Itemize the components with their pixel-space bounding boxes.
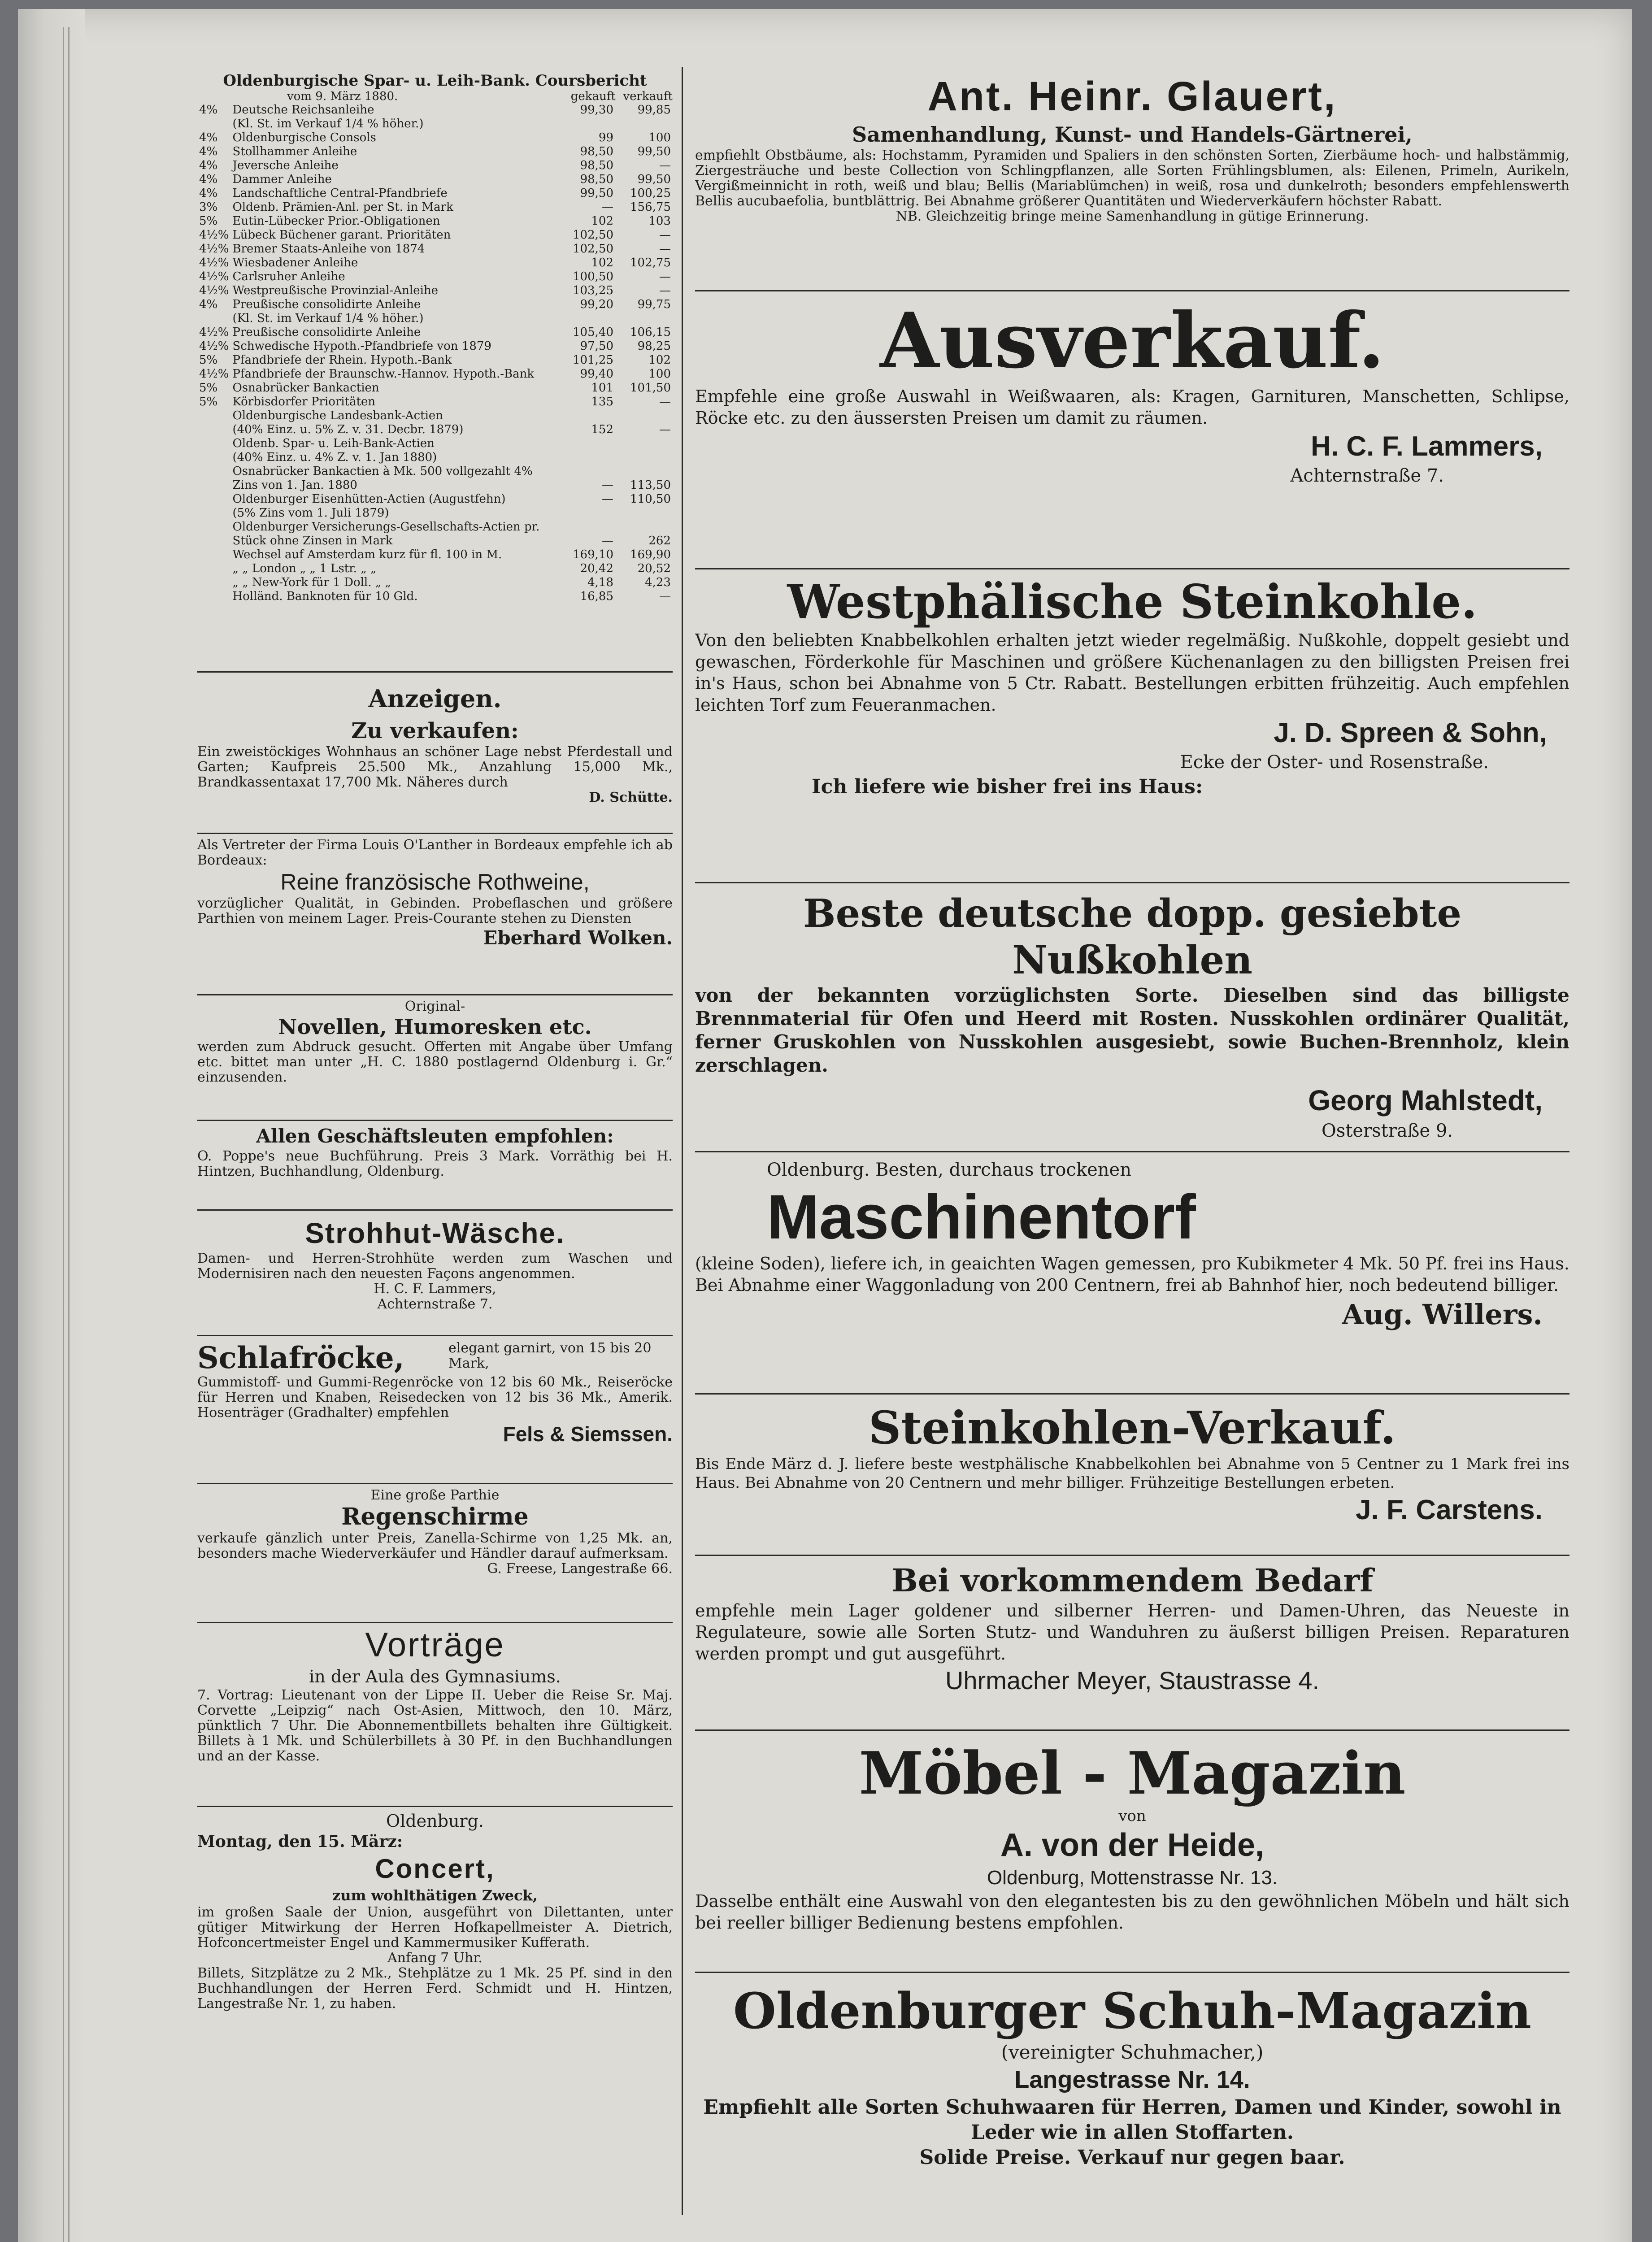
- ad-title: Beste deutsche dopp. gesiebte Nußkohlen: [803, 891, 1462, 983]
- course-cell-name: Lübeck Büchener garant. Prioritäten: [232, 228, 451, 242]
- course-cell-buy: 4,18: [587, 576, 613, 589]
- course-cell-name: Landschaftliche Central-Pfandbriefe: [232, 187, 448, 200]
- course-cell-p: 5%: [199, 214, 218, 228]
- course-row: [197, 562, 673, 576]
- ad-schirme: [197, 1484, 673, 1623]
- course-cell-name: Zins von 1. Jan. 1880: [232, 478, 357, 492]
- ad-subtitle: in der Aula des Gymnasiums.: [309, 1667, 561, 1686]
- course-row: [197, 381, 673, 395]
- course-cell-name: Pfandbriefe der Braunschw.-Hannov. Hypoth.-Bank: [232, 367, 535, 381]
- right-column: [695, 72, 1569, 2215]
- course-row: [197, 548, 673, 562]
- ad-signature: Eberhard Wolken.: [483, 927, 673, 949]
- course-cell-buy: 99,40: [580, 367, 613, 381]
- ad-firm: A. von der Heide,: [1000, 1827, 1265, 1863]
- ad-text: O. Poppe's neue Buchführung. Preis 3 Mark. Vorräthig bei H. Hintzen, Buchhandlung, Oldenburg.: [197, 1148, 673, 1179]
- course-cell-p: 4½%: [199, 284, 229, 297]
- course-cell-buy: 101: [591, 381, 613, 395]
- course-cell-p: [197, 465, 230, 478]
- course-cell-name: Oldenb. Spar- u. Leih-Bank-Actien: [232, 437, 435, 450]
- course-cell-buy: [558, 465, 615, 478]
- course-cell-p: 4%: [199, 103, 218, 117]
- ad-title: Allen Geschäftsleuten empfohlen:: [256, 1125, 614, 1147]
- ad-pre: Oldenburg. Besten, durchaus trockenen: [767, 1160, 1131, 1180]
- course-cell-p: 4%: [199, 298, 218, 311]
- course-cell-sell: [615, 312, 673, 326]
- ad-title: Concert,: [375, 1854, 495, 1884]
- course-cell-p: 5%: [199, 381, 218, 395]
- course-cell-sell: —: [659, 395, 671, 408]
- course-cell-buy: 135: [591, 395, 613, 408]
- ad-text: (kleine Soden), liefere ich, in geaichten Wagen gemessen, pro Kubikmeter 4 Mk. 50 Pf. frei ins Haus. Bei Abnahme einer Waggonladung von 200 Centnern, frei ab Bahnhof hier, noch bedeutend billiger.: [695, 1254, 1569, 1295]
- ad-signature: D. Schütte.: [589, 790, 673, 805]
- course-cell-sell: —: [659, 228, 671, 242]
- course-cell-p: 4½%: [199, 270, 229, 283]
- ad-address: Langestrasse Nr. 14.: [1014, 2066, 1250, 2093]
- course-cell-name: (40% Einz. u. 5% Z. v. 31. Decbr. 1879): [232, 423, 464, 436]
- ad-title: Oldenburger Schuh-Magazin: [733, 1982, 1531, 2040]
- ad-footer: Solide Preise. Verkauf nur gegen baar.: [919, 2146, 1345, 2169]
- course-cell-buy: 102: [591, 256, 613, 269]
- ad-title: Möbel - Magazin: [859, 1739, 1406, 1808]
- course-cell-sell: —: [659, 284, 671, 297]
- course-cell-buy: —: [602, 492, 613, 506]
- course-cell-sell: 99,75: [637, 298, 671, 311]
- course-col-buy: gekauft: [570, 90, 616, 103]
- course-cell-name: Oldenburger Versicherungs-Gesellschafts-Actien pr.: [232, 520, 540, 534]
- course-cell-buy: [558, 312, 615, 326]
- course-cell-buy: 20,42: [580, 562, 613, 575]
- ad-signature: Aug. Willers.: [1342, 1298, 1543, 1331]
- course-cell-sell: 156,75: [630, 200, 671, 214]
- course-cell-sell: 98,25: [637, 339, 671, 353]
- ad-text: Empfiehlt alle Sorten Schuhwaaren für Herren, Damen und Kinder, sowohl in Leder wie in allen Stoffarten.: [703, 2096, 1561, 2144]
- ad-ausverkauf: [695, 291, 1569, 569]
- ad-signature: H. C. F. Lammers,: [1311, 431, 1543, 462]
- course-cell-name: Eutin-Lübecker Prior.-Obligationen: [232, 214, 440, 228]
- course-cell-buy: 100,50: [573, 270, 613, 283]
- ad-text: Bis Ende März d. J. liefere beste westphälische Knabbelkohlen bei Abnahme von 5 Centner zu 1 Mark frei ins Haus. Bei Abnahme von 20 Centnern und mehr billiger. Frühzeitige Bestellungen erbeten.: [695, 1455, 1569, 1492]
- course-cell-p: 5%: [199, 353, 218, 367]
- ad-address: Achternstraße 7.: [377, 1296, 493, 1312]
- page-binding-shadow: [18, 9, 85, 2242]
- ad-title: Zu verkaufen:: [351, 718, 519, 743]
- course-row: [197, 187, 673, 200]
- course-cell-name: Oldenburgische Landesbank-Actien: [232, 409, 443, 422]
- anzeigen-heading: Anzeigen.: [368, 684, 502, 713]
- ad-text: Empfehle eine große Auswahl in Weißwaaren, als: Kragen, Garnituren, Manschetten, Schlipse, Röcke etc. zu den äussersten Preisen um damit zu räumen.: [695, 387, 1569, 428]
- course-cell-sell: 262: [648, 534, 671, 547]
- course-cell-sell: 20,52: [637, 562, 671, 575]
- course-cell-name: Oldenburger Eisenhütten-Actien (Augustfehn): [232, 492, 506, 506]
- course-cell-p: [197, 534, 230, 548]
- course-cell-name: „ „ New-York für 1 Doll. „ „: [232, 576, 391, 589]
- course-row: [197, 242, 673, 256]
- course-cell-buy: 98,50: [580, 159, 613, 172]
- course-row: [197, 270, 673, 284]
- course-cell-p: [197, 451, 230, 465]
- ad-note: NB. Gleichzeitig bringe meine Samenhandlung in gütige Erinnerung.: [896, 209, 1369, 224]
- section-heading: [197, 673, 673, 717]
- course-row: [197, 506, 673, 520]
- ad-verkaufen: [197, 717, 673, 834]
- course-cell-name: Osnabrücker Bankactien: [232, 381, 379, 395]
- ad-text: von der bekannten vorzüglichsten Sorte. Dieselben sind das billigste Brennmaterial für Ofen und Heerd mit Rosten. Nusskohlen ordinärer Qualität, ferner Gruskohlen von Nusskohlen ausgesiebt, sowie Buchen-Brennholz, klein zerschlagen.: [695, 984, 1569, 1076]
- ad-title: Reine französische Rothweine,: [280, 869, 590, 895]
- course-row: [197, 451, 673, 465]
- course-row: [197, 590, 673, 604]
- course-cell-name: Oldenb. Prämien-Anl. per St. in Mark: [232, 200, 453, 214]
- course-cell-buy: [558, 409, 615, 423]
- course-cell-buy: 99,30: [580, 103, 613, 117]
- ad-intro: Als Vertreter der Firma Louis O'Lanther in Bordeaux empfehle ich ab Bordeaux:: [197, 837, 673, 868]
- ad-text: Ein zweistöckiges Wohnhaus an schöner Lage nebst Pferdestall und Garten; Kaufpreis 25.500 Mk., Anzahlung 15,000 Mk., Brandkassentaxat 17,700 Mk. Näheres durch: [197, 744, 673, 790]
- ad-signature: Fels & Siemssen.: [503, 1422, 673, 1446]
- ad-title: Maschinentorf: [767, 1182, 1196, 1252]
- ad-steinkohle: [695, 569, 1569, 883]
- ad-vortraege: [197, 1623, 673, 1807]
- course-row: [197, 103, 673, 117]
- course-cell-buy: —: [602, 534, 613, 547]
- course-cell-p: [197, 117, 230, 131]
- course-cell-p: [197, 409, 230, 423]
- course-row: [197, 437, 673, 451]
- ad-title: Novellen, Humoresken etc.: [278, 1015, 592, 1039]
- course-cell-sell: 169,90: [630, 548, 671, 561]
- course-cell-buy: —: [602, 478, 613, 492]
- course-cell-buy: 152: [591, 423, 613, 436]
- course-cell-sell: 100: [648, 131, 671, 144]
- course-row: [197, 409, 673, 423]
- ad-signature: J. F. Carstens.: [1356, 1495, 1543, 1525]
- course-cell-buy: 102: [591, 214, 613, 228]
- ad-nusskohlen: [695, 883, 1569, 1152]
- course-cell-name: Pfandbriefe der Rhein. Hypoth.-Bank: [232, 353, 452, 367]
- course-cell-sell: [615, 409, 673, 423]
- course-cell-name: (Kl. St. im Verkauf 1/4 % höher.): [232, 117, 424, 130]
- course-cell-sell: [615, 506, 673, 520]
- course-row: [197, 214, 673, 228]
- ad-title: Westphälische Steinkohle.: [787, 574, 1478, 629]
- course-cell-sell: 99,85: [637, 103, 671, 117]
- course-cell-p: [197, 423, 230, 437]
- ad-title: Strohhut-Wäsche.: [305, 1217, 565, 1249]
- course-cell-sell: —: [659, 590, 671, 603]
- course-cell-sell: 113,50: [630, 478, 671, 492]
- course-row: [197, 534, 673, 548]
- course-cell-buy: [558, 437, 615, 451]
- ad-text: empfehle mein Lager goldener und silberner Herren- und Damen-Uhren, das Neueste in Regulateure, sowie alle Sorten Stutz- und Wanduhren zu äußerst billigen Preisen. Reparaturen werden prompt und gut ausgeführt.: [695, 1601, 1569, 1664]
- course-row: [197, 326, 673, 339]
- course-cell-sell: [615, 451, 673, 465]
- course-cell-name: (40% Einz. u. 4% Z. v. 1. Jan 1880): [232, 451, 437, 464]
- course-cell-p: [197, 548, 230, 562]
- course-cell-p: 4%: [199, 131, 218, 144]
- left-column: [197, 72, 673, 2224]
- course-cell-p: 5%: [199, 395, 218, 408]
- course-cell-sell: 103: [648, 214, 671, 228]
- ad-signature: Georg Mahlstedt,: [1308, 1084, 1543, 1117]
- course-cell-name: Carlsruher Anleihe: [232, 270, 345, 283]
- column-divider: [682, 67, 683, 2215]
- course-cell-buy: 102,50: [573, 228, 613, 242]
- course-cell-name: Preußische consolidirte Anleihe: [232, 326, 421, 339]
- course-cell-name: Wiesbadener Anleihe: [232, 256, 358, 269]
- newspaper-page: [18, 9, 1632, 2242]
- course-cell-name: Dammer Anleihe: [232, 173, 332, 186]
- ad-schlafrock: [197, 1336, 673, 1484]
- course-cell-p: [197, 506, 230, 520]
- course-cell-p: 4½%: [199, 256, 229, 269]
- ad-text: empfiehlt Obstbäume, als: Hochstamm, Pyramiden und Spaliers in den schönsten Sorten, Zierbäume hoch- und halbstämmig, Ziergesträuche und beste Collection von Schlingpflanzen, alle Sorten Frühlingsblumen, als: Eilenen, Primeln, Aurikeln, Vergißmeinnicht in roth, weiß und blau; Bellis (Mariablümchen) in weiß, rosa und dunkelroth; besonders empfehlenswerth Bellis aucubaefolia, buntblättrig. Bei Abnahme größerer Quantitäten und Wiederverkäufern höchster Rabatt.: [695, 148, 1569, 209]
- course-cell-buy: 98,50: [580, 145, 613, 158]
- ad-geschaeft: [197, 1121, 673, 1211]
- course-cell-p: [197, 520, 230, 534]
- ad-text: Dasselbe enthält eine Auswahl von den elegantesten bis zu den gewöhnlichen Möbeln und hält sich bei reeller billiger Bedienung bestens empfohlen.: [695, 1891, 1569, 1933]
- ad-glauert: [695, 72, 1569, 291]
- course-cell-name: „ „ London „ „ 1 Lstr. „ „: [232, 562, 377, 575]
- course-table: [197, 103, 673, 604]
- ad-title: Regenschirme: [341, 1503, 529, 1530]
- ad-address: Osterstraße 9.: [1321, 1121, 1453, 1141]
- course-cell-name: Wechsel auf Amsterdam kurz für fl. 100 in M.: [232, 548, 502, 561]
- course-cell-name: Stollhammer Anleihe: [232, 145, 357, 158]
- course-row: [197, 228, 673, 242]
- course-cell-sell: 100: [648, 367, 671, 381]
- course-row: [197, 367, 673, 381]
- ad-address: Oldenburg, Mottenstrasse Nr. 13.: [987, 1867, 1278, 1889]
- course-cell-sell: —: [659, 159, 671, 172]
- ad-text: vorzüglicher Qualität, in Gebinden. Probeflaschen und größere Parthien von meinem Lager. Preis-Courante stehen zu Diensten: [197, 895, 673, 926]
- course-cell-sell: 99,50: [637, 145, 671, 158]
- ad-text: verkaufe gänzlich unter Preis, Zanella-Schirme von 1,25 Mk. an, besonders mache Wiederverkäufer und Händler darauf aufmerksam.: [197, 1530, 673, 1561]
- course-row: [197, 173, 673, 187]
- ad-signature: J. D. Spreen & Sohn,: [1274, 717, 1547, 748]
- course-cell-sell: 101,50: [630, 381, 671, 395]
- course-row: [197, 200, 673, 214]
- course-cell-sell: 106,15: [630, 326, 671, 339]
- ad-torf: [695, 1152, 1569, 1395]
- course-cell-name: Stück ohne Zinsen in Mark: [232, 534, 393, 547]
- ad-text-2: Billets, Sitzplätze zu 2 Mk., Stehplätze zu 1 Mk. 25 Pf. sind in den Buchhandlungen der Herren Ferd. Schmidt und H. Hintzen, Langestraße Nr. 1, zu haben.: [197, 1965, 673, 2012]
- course-row: [197, 465, 673, 478]
- course-cell-p: 4½%: [199, 339, 229, 353]
- course-cell-sell: 99,50: [637, 173, 671, 186]
- course-cell-sell: [615, 465, 673, 478]
- ad-uhren: [695, 1556, 1569, 1731]
- course-cell-p: 4½%: [199, 228, 229, 242]
- course-cell-sell: [615, 520, 673, 534]
- course-cell-name: Jeversche Anleihe: [232, 159, 339, 172]
- course-cell-sell: 100,25: [630, 187, 671, 200]
- course-row: [197, 353, 673, 367]
- course-row: [197, 298, 673, 312]
- course-cell-buy: 105,40: [573, 326, 613, 339]
- course-row: [197, 492, 673, 506]
- ad-title-note: elegant garnirt, von 15 bis 20 Mark,: [448, 1340, 652, 1371]
- course-row: [197, 284, 673, 298]
- course-row: [197, 395, 673, 409]
- course-cell-p: 3%: [199, 200, 218, 214]
- course-title: Oldenburgische Spar- u. Leih-Bank. Coursbericht: [223, 72, 647, 90]
- course-row: [197, 520, 673, 534]
- course-cell-buy: 101,25: [573, 353, 613, 367]
- course-cell-name: Schwedische Hypoth.-Pfandbriefe von 1879: [232, 339, 491, 353]
- course-cell-name: Preußische consolidirte Anleihe: [232, 298, 421, 311]
- ad-place: Oldenburg.: [386, 1811, 484, 1831]
- course-cell-buy: —: [602, 200, 613, 214]
- course-cell-p: [197, 437, 230, 451]
- binding-line: [68, 27, 70, 2242]
- course-cell-buy: [558, 506, 615, 520]
- ad-von: von: [1118, 1807, 1146, 1825]
- course-cell-sell: —: [659, 270, 671, 283]
- course-row: [197, 423, 673, 437]
- ad-title: Ausverkauf.: [880, 296, 1385, 386]
- course-cell-p: [197, 478, 230, 492]
- ad-footer: Ich liefere wie bisher frei ins Haus:: [812, 775, 1203, 798]
- course-cell-name: Holländ. Banknoten für 10 Gld.: [232, 590, 418, 603]
- course-cell-p: [197, 576, 230, 590]
- course-cell-sell: [615, 117, 673, 131]
- course-row: [197, 159, 673, 173]
- ad-concert: [197, 1807, 673, 2063]
- course-cell-sell: 110,50: [630, 492, 671, 506]
- ad-date: Montag, den 15. März:: [197, 1832, 403, 1851]
- course-cell-sell: —: [659, 242, 671, 256]
- ad-subtitle: Samenhandlung, Kunst- und Handels-Gärtnerei,: [852, 122, 1413, 147]
- ad-kohlenverkauf: [695, 1395, 1569, 1556]
- course-row: [197, 131, 673, 145]
- course-cell-buy: [558, 117, 615, 131]
- ad-pre: Eine große Parthie: [370, 1487, 500, 1503]
- course-row: [197, 478, 673, 492]
- course-cell-name: Oldenburgische Consols: [232, 131, 376, 144]
- course-cell-p: 4%: [199, 173, 218, 186]
- course-cell-sell: —: [659, 423, 671, 436]
- course-cell-buy: 98,50: [580, 173, 613, 186]
- course-row: [197, 256, 673, 270]
- course-cell-name: Westpreußische Provinzial-Anleihe: [232, 284, 439, 297]
- course-cell-p: [197, 312, 230, 326]
- ad-text: werden zum Abdruck gesucht. Offerten mit Angabe über Umfang etc. bittet man unter „H. C. 1880 postlagernd Oldenburg i. Gr.“ einzusenden.: [197, 1039, 673, 1085]
- ad-start: Anfang 7 Uhr.: [387, 1950, 483, 1966]
- course-report: [197, 72, 673, 673]
- ad-text: im großen Saale der Union, ausgeführt von Dilettanten, unter gütiger Mitwirkung der Herren Hofkapellmeister A. Dietrich, Hofconcertmeister Engel und Kammermusiker Kufferath.: [197, 1904, 673, 1951]
- ad-text: Gummistoff- und Gummi-Regenröcke von 12 bis 60 Mk., Reiseröcke für Herren und Knaben, Reisedecken von 12 bis 36 Mk., Amerik. Hosenträger (Gradhalter) empfehlen: [197, 1374, 673, 1421]
- ad-moebel: [695, 1731, 1569, 1973]
- course-cell-p: [197, 590, 230, 604]
- course-cell-buy: 99,50: [580, 187, 613, 200]
- course-cell-p: [197, 562, 230, 576]
- course-cell-buy: [558, 451, 615, 465]
- ad-title: Vorträge: [365, 1626, 505, 1664]
- course-row: [197, 339, 673, 353]
- binding-line: [63, 27, 64, 2242]
- ad-title: Steinkohlen-Verkauf.: [869, 1401, 1396, 1454]
- course-cell-name: (Kl. St. im Verkauf 1/4 % höher.): [232, 312, 424, 325]
- course-cell-sell: 102: [648, 353, 671, 367]
- course-cell-buy: 97,50: [580, 339, 613, 353]
- course-cell-sell: 4,23: [645, 576, 671, 589]
- course-cell-name: Körbisdorfer Prioritäten: [232, 395, 376, 408]
- ad-strohhut: [197, 1211, 673, 1336]
- course-cell-sell: [615, 437, 673, 451]
- course-cell-buy: 103,25: [573, 284, 613, 297]
- ad-pre: Original-: [404, 999, 465, 1014]
- ad-text: 7. Vortrag: Lieutenant von der Lippe II. Ueber die Reise Sr. Maj. Corvette „Leipzig“ nach Ost-Asien, Mittwoch, den 10. März, pünktlich 7 Uhr. Die Abonnementbillets behalten ihre Gültigkeit. Billets à 1 Mk. und Schülerbillets à 30 Pf. in den Buchhandlungen und an der Kasse.: [197, 1687, 673, 1764]
- ad-schuh: [695, 1973, 1569, 2215]
- ad-address: Achternstraße 7.: [1290, 465, 1444, 486]
- course-cell-buy: 102,50: [573, 242, 613, 256]
- course-cell-name: Bremer Staats-Anleihe von 1874: [232, 242, 425, 256]
- ad-title: Bei vorkommendem Bedarf: [891, 1562, 1374, 1599]
- course-cell-sell: 102,75: [630, 256, 671, 269]
- ad-text: Von den beliebten Knabbelkohlen erhalten jetzt wieder regelmäßig. Nußkohle, doppelt gesiebt und gewaschen, Förderkohle für Maschinen und größere Küchenanlagen zu den billigsten Preisen frei in's Haus, schon bei Abnahme von 5 Ctr. Rabatt. Bestellungen erbitten frühzeitig. Auch empfehlen leichten Torf zum Feueranmachen.: [695, 630, 1569, 715]
- course-cell-p: 4%: [199, 145, 218, 158]
- ad-rothwein: [197, 834, 673, 995]
- course-cell-name: Osnabrücker Bankactien à Mk. 500 vollgezahlt 4%: [232, 465, 533, 478]
- course-date: vom 9. März 1880.: [287, 90, 398, 103]
- course-cell-buy: [558, 520, 615, 534]
- course-row: [197, 312, 673, 326]
- course-cell-p: 4½%: [199, 367, 229, 381]
- course-cell-buy: 16,85: [580, 590, 613, 603]
- ad-text: Damen- und Herren-Strohhüte werden zum Waschen und Modernisiren nach den neuesten Façons angenommen.: [197, 1251, 673, 1282]
- course-cell-p: 4%: [199, 187, 218, 200]
- ad-title: Ant. Heinr. Glauert,: [927, 74, 1337, 119]
- course-cell-buy: 99: [598, 131, 613, 144]
- course-cell-p: 4%: [199, 159, 218, 172]
- course-row: [197, 117, 673, 131]
- course-cell-p: [197, 492, 230, 506]
- course-cell-name: Deutsche Reichsanleihe: [232, 103, 374, 117]
- ad-title: Schlafröcke,: [197, 1340, 404, 1375]
- course-row: [197, 576, 673, 590]
- ad-subtitle: (vereinigter Schuhmacher,): [1001, 2041, 1264, 2063]
- course-cell-name: (5% Zins vom 1. Juli 1879): [232, 506, 389, 520]
- ad-signature: G. Freese, Langestraße 66.: [487, 1561, 673, 1577]
- course-row: [197, 145, 673, 159]
- course-cell-buy: 99,20: [580, 298, 613, 311]
- ad-novellen: [197, 995, 673, 1121]
- ad-signature: Uhrmacher Meyer, Staustrasse 4.: [945, 1666, 1320, 1695]
- course-cell-p: 4½%: [199, 242, 229, 256]
- course-cell-buy: 169,10: [573, 548, 613, 561]
- ad-subtitle: zum wohlthätigen Zweck,: [332, 1887, 538, 1904]
- course-col-sell: verkauft: [623, 90, 673, 103]
- ad-address: Ecke der Oster- und Rosenstraße.: [1180, 752, 1489, 773]
- ad-signature: H. C. F. Lammers,: [374, 1281, 496, 1297]
- course-cell-p: 4½%: [199, 326, 229, 339]
